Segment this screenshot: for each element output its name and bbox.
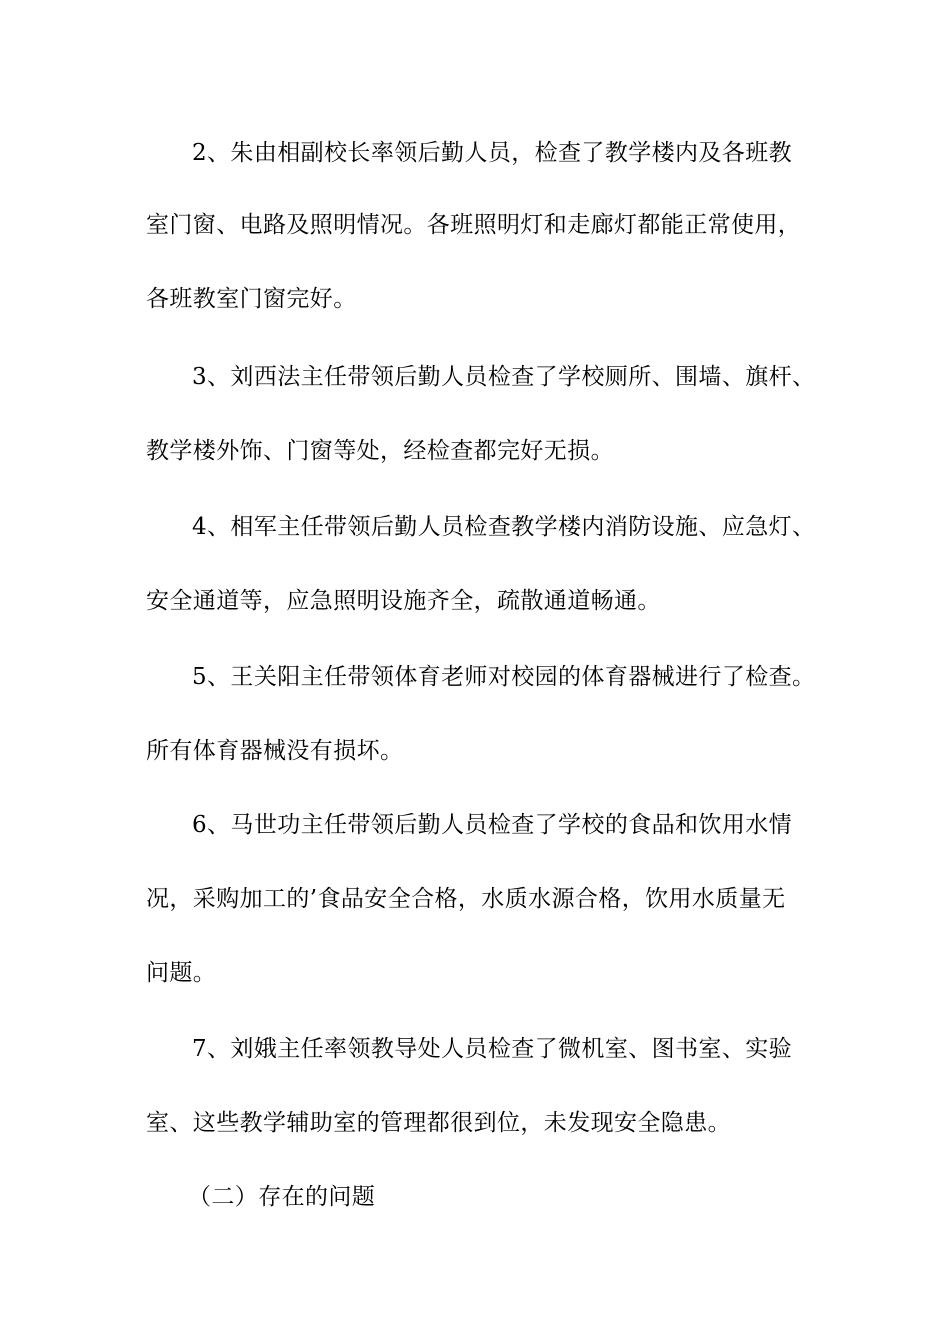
paragraph-line: 2、朱由相副校长率领后勤人员，检查了教学楼内及各班教 [192,140,793,166]
paragraph-line: 室门窗、电路及照明情况。各班照明灯和走廊灯都能正常使用， [146,212,802,238]
paragraph-line: 4、相军主任带领后勤人员检查教学楼内消防设施、应急灯、 [192,514,816,540]
paragraph-line: 况，采购加工的’食品安全合格，水质水源合格，饮用水质量无 [146,886,786,912]
paragraph-line: 3、刘西法主任带领后勤人员检查了学校厕所、围墙、旗杆、 [192,364,816,390]
paragraph-line: 教学楼外饰、门窗等处，经检查都完好无损。 [146,438,614,464]
paragraph-line: 5、王关阳主任带领体育老师对校园的体育器械进行了检查。 [192,664,816,690]
paragraph-line: 各班教室门窗完好。 [146,286,357,312]
paragraph-line: 室、这些教学辅助室的管理都很到位，未发现安全隐患。 [146,1110,731,1136]
paragraph-line: 7、刘娥主任率领教导处人员检查了微机室、图书室、实验 [192,1036,793,1062]
paragraph-line: 安全通道等，应急照明设施齐全，疏散通道畅通。 [146,588,661,614]
paragraph-line: 问题。 [146,960,217,986]
paragraph-line: 所有体育器械没有损坏。 [146,738,404,764]
paragraph-line: 6、马世功主任带领后勤人员检查了学校的食品和饮用水情 [192,812,793,838]
section-heading: （二）存在的问题 [188,1184,376,1210]
